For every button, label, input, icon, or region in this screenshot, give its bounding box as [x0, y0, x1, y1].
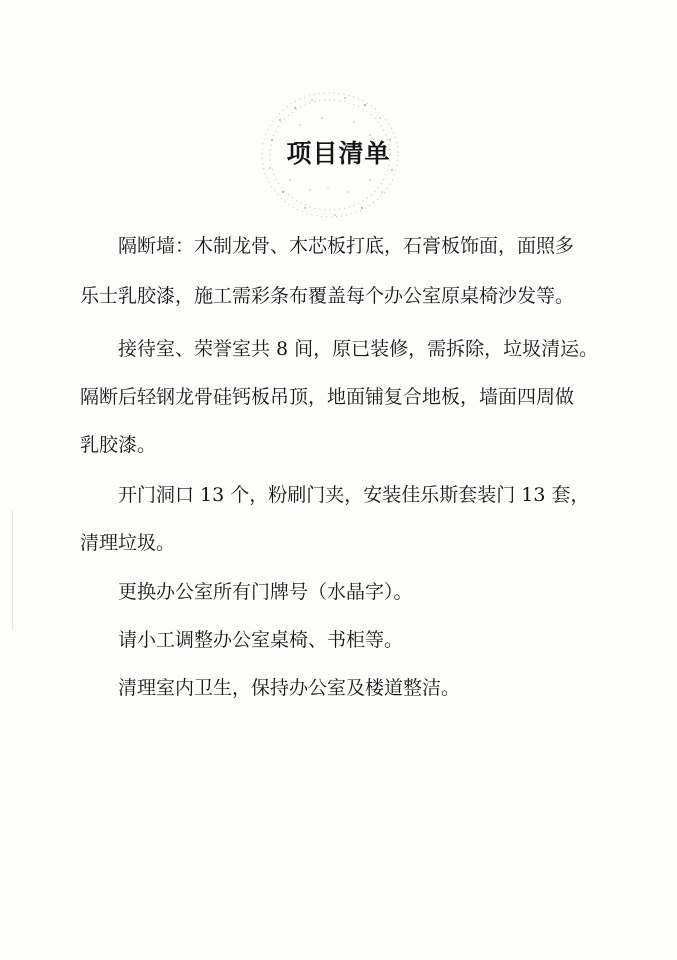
scan-artifact	[12, 510, 13, 630]
list-item-line: 乐士乳胶漆，施工需彩条布覆盖每个办公室原桌椅沙发等。	[80, 285, 575, 307]
list-item-line: 乳胶漆。	[80, 434, 157, 456]
page-title: 项目清单	[286, 139, 391, 168]
list-item-line: 请小工调整办公室桌椅、书柜等。	[118, 629, 404, 651]
list-item-line: 隔断后轻钢龙骨硅钙板吊顶，地面铺复合地板，墙面四周做	[80, 386, 575, 408]
list-item-line: 隔断墙：木制龙骨、木芯板打底，石膏板饰面，面照多	[118, 235, 575, 257]
list-item-line: 清理垃圾。	[80, 532, 176, 554]
list-item-line: 接待室、荣誉室共 8 间，原已装修，需拆除，垃圾清运。	[118, 338, 599, 360]
list-item-line: 更换办公室所有门牌号（水晶字）。	[118, 581, 413, 603]
list-item-line: 清理室内卫生，保持办公室及楼道整洁。	[118, 677, 461, 699]
list-item-line: 开门洞口 13 个，粉刷门夹，安装佳乐斯套装门 13 套，	[118, 484, 590, 506]
